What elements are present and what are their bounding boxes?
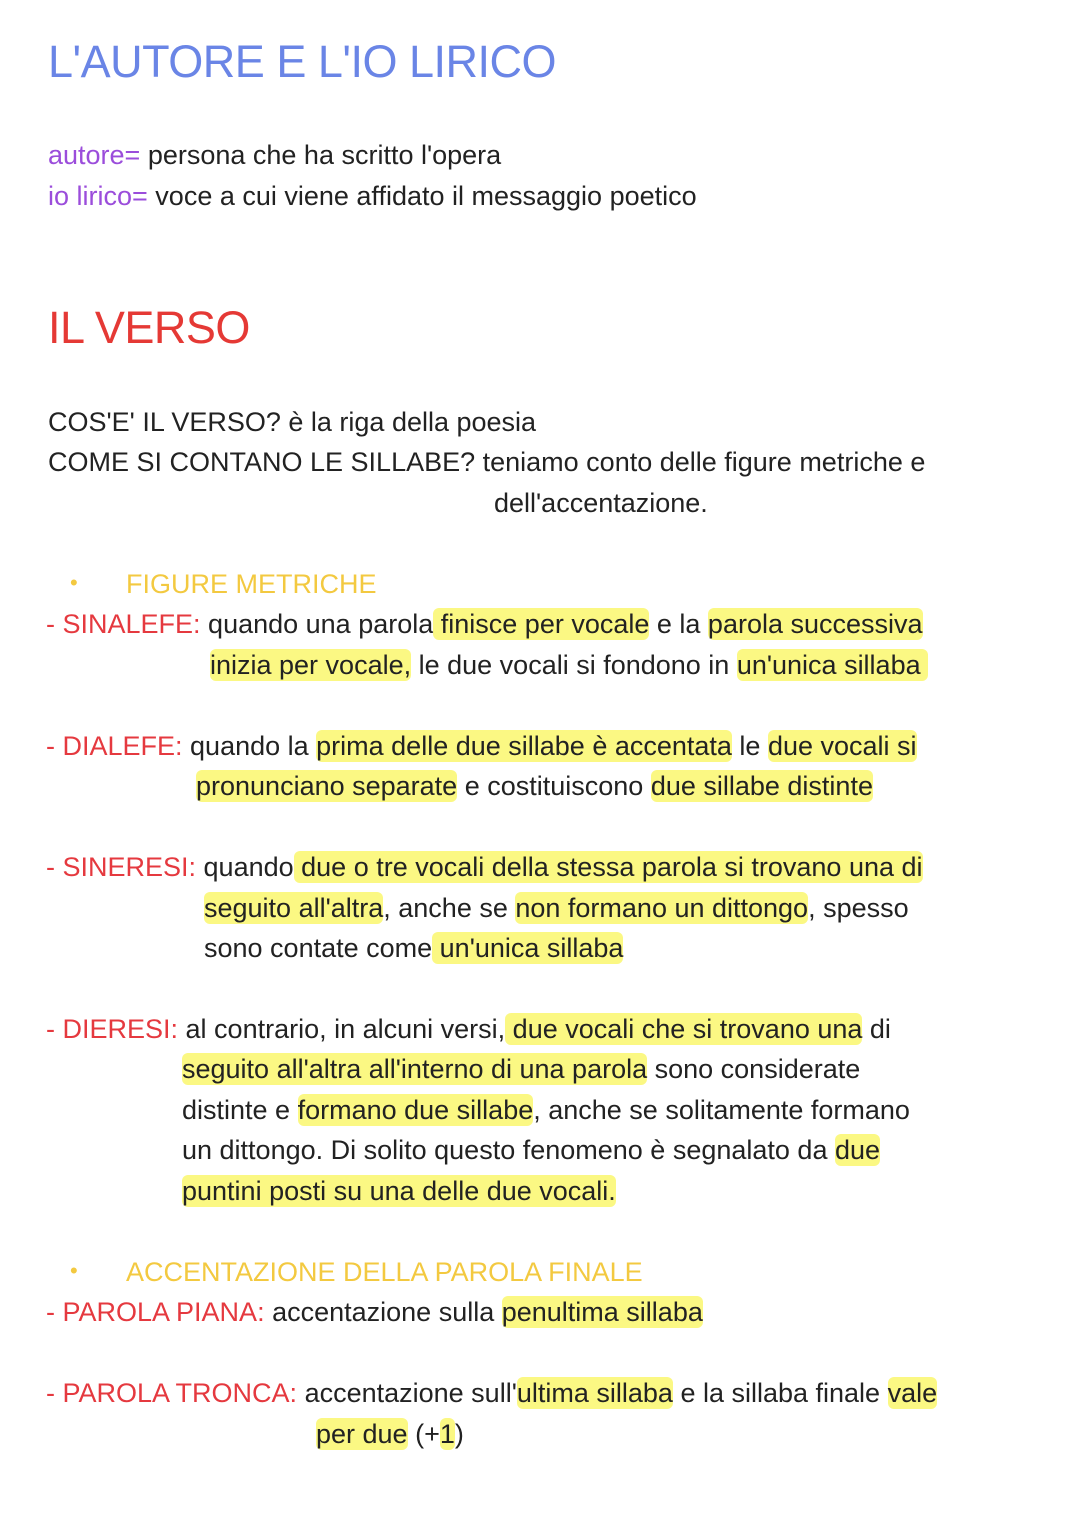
text-segment: sono contate come bbox=[204, 933, 433, 963]
text-segment: e la bbox=[649, 609, 708, 639]
highlighted-text: due vocali che si trovano una bbox=[505, 1014, 863, 1044]
highlighted-text: vale bbox=[887, 1378, 938, 1408]
text-line-q-verso bbox=[48, 404, 536, 440]
highlighted-text: seguito all'altra all'interno di una parola bbox=[182, 1054, 648, 1084]
text-line-sineresi-1 bbox=[46, 849, 923, 885]
highlighted-text: due vocali si bbox=[767, 731, 917, 761]
highlighted-text: per due bbox=[316, 1419, 408, 1449]
text-line-dieresi-4 bbox=[182, 1132, 880, 1168]
heading-title-autore bbox=[48, 34, 556, 90]
text-line-sinalefe-1 bbox=[46, 606, 923, 642]
highlighted-text: seguito all'altra bbox=[204, 893, 384, 923]
highlighted-text: penultima sillaba bbox=[501, 1297, 703, 1327]
highlighted-text: puntini posti su una delle due vocali. bbox=[182, 1176, 616, 1206]
text-segment: dell'accentazione. bbox=[494, 488, 708, 518]
text-segment: e la sillaba finale bbox=[672, 1378, 888, 1408]
colored-label: autore= bbox=[48, 140, 141, 170]
text-line-q-sillabe-2 bbox=[494, 485, 708, 521]
highlighted-text: finisce per vocale bbox=[433, 609, 650, 639]
text-line-tronca-1 bbox=[46, 1375, 937, 1411]
highlighted-text: due bbox=[834, 1135, 881, 1165]
colored-label: - SINERESI: bbox=[46, 852, 197, 882]
colored-label: io lirico= bbox=[48, 181, 148, 211]
text-segment: distinte e bbox=[182, 1095, 298, 1125]
text-line-q-sillabe bbox=[48, 444, 925, 480]
highlighted-text: due o tre vocali della stessa parola si trovano una di bbox=[293, 852, 923, 882]
text-line-dialefe-1 bbox=[46, 728, 917, 764]
text-line-def-io-lirico bbox=[48, 178, 697, 214]
text-line-dieresi-3 bbox=[182, 1092, 910, 1128]
text-line-dieresi-5 bbox=[182, 1173, 616, 1209]
colored-label: - DIERESI: bbox=[46, 1014, 179, 1044]
text-segment: (+ bbox=[407, 1419, 440, 1449]
highlighted-text: inizia per vocale, bbox=[210, 650, 412, 680]
text-line-sineresi-3 bbox=[204, 930, 623, 966]
highlighted-text: non formano un dittongo bbox=[515, 893, 809, 923]
text-line-sub-accentazione bbox=[126, 1254, 643, 1290]
text-line-dieresi-1 bbox=[46, 1011, 891, 1047]
text-segment: voce a cui viene affidato il messaggio poetico bbox=[147, 181, 697, 211]
colored-label: ACCENTAZIONE DELLA PAROLA FINALE bbox=[126, 1257, 643, 1287]
text-segment: le due vocali si fondono in bbox=[411, 650, 737, 680]
text-segment: e costituiscono bbox=[457, 771, 651, 801]
text-segment: quando una parola bbox=[200, 609, 434, 639]
text-segment: , anche se bbox=[383, 893, 516, 923]
text-line-dieresi-2 bbox=[182, 1051, 860, 1087]
text-segment: ) bbox=[454, 1419, 464, 1449]
text-line-tronca-2 bbox=[316, 1416, 464, 1452]
highlighted-text: pronunciano separate bbox=[196, 771, 458, 801]
highlighted-text: prima delle due sillabe è accentata bbox=[316, 731, 732, 761]
bullet-figure-metriche: • bbox=[70, 570, 78, 595]
highlighted-text: un'unica sillaba bbox=[736, 650, 929, 680]
highlighted-text: due sillabe distinte bbox=[650, 771, 873, 801]
text-segment: COME SI CONTANO LE SILLABE? teniamo conto delle figure metriche e bbox=[48, 447, 926, 477]
text-segment: accentazione sulla bbox=[264, 1297, 502, 1327]
highlighted-text: un'unica sillaba bbox=[432, 933, 624, 963]
colored-label: - PAROLA TRONCA: bbox=[46, 1378, 298, 1408]
heading-title-verso bbox=[48, 300, 250, 356]
colored-label: FIGURE METRICHE bbox=[126, 569, 377, 599]
colored-label: - DIALEFE: bbox=[46, 731, 183, 761]
highlighted-text: parola successiva bbox=[707, 609, 923, 639]
highlighted-text: ultima sillaba bbox=[516, 1378, 673, 1408]
bullet-accentazione: • bbox=[70, 1258, 78, 1283]
text-segment: accentazione sull' bbox=[297, 1378, 517, 1408]
text-line-sinalefe-2 bbox=[210, 647, 928, 683]
text-segment: , spesso bbox=[808, 893, 909, 923]
colored-label: - SINALEFE: bbox=[46, 609, 201, 639]
text-segment: COS'E' IL VERSO? è la riga della poesia bbox=[48, 407, 537, 437]
text-line-def-autore bbox=[48, 137, 501, 173]
text-segment: quando la bbox=[182, 731, 317, 761]
text-line-sub-figure bbox=[126, 566, 377, 602]
highlighted-text: 1 bbox=[439, 1419, 455, 1449]
text-segment: , anche se solitamente formano bbox=[533, 1095, 910, 1125]
colored-label: - PAROLA PIANA: bbox=[46, 1297, 265, 1327]
text-line-sineresi-2 bbox=[204, 890, 909, 926]
text-segment: di bbox=[862, 1014, 891, 1044]
colored-label: IL VERSO bbox=[48, 302, 250, 353]
text-segment: al contrario, in alcuni versi, bbox=[178, 1014, 506, 1044]
text-line-dialefe-2 bbox=[196, 768, 873, 804]
text-line-piana-1 bbox=[46, 1294, 703, 1330]
text-segment: quando bbox=[196, 852, 294, 882]
text-segment: sono considerate bbox=[647, 1054, 861, 1084]
colored-label: L'AUTORE E L'IO LIRICO bbox=[48, 36, 556, 87]
text-segment: persona che ha scritto l'opera bbox=[140, 140, 502, 170]
text-segment: un dittongo. Di solito questo fenomeno è segnalato da bbox=[182, 1135, 835, 1165]
highlighted-text: formano due sillabe bbox=[297, 1095, 534, 1125]
text-segment: le bbox=[731, 731, 768, 761]
